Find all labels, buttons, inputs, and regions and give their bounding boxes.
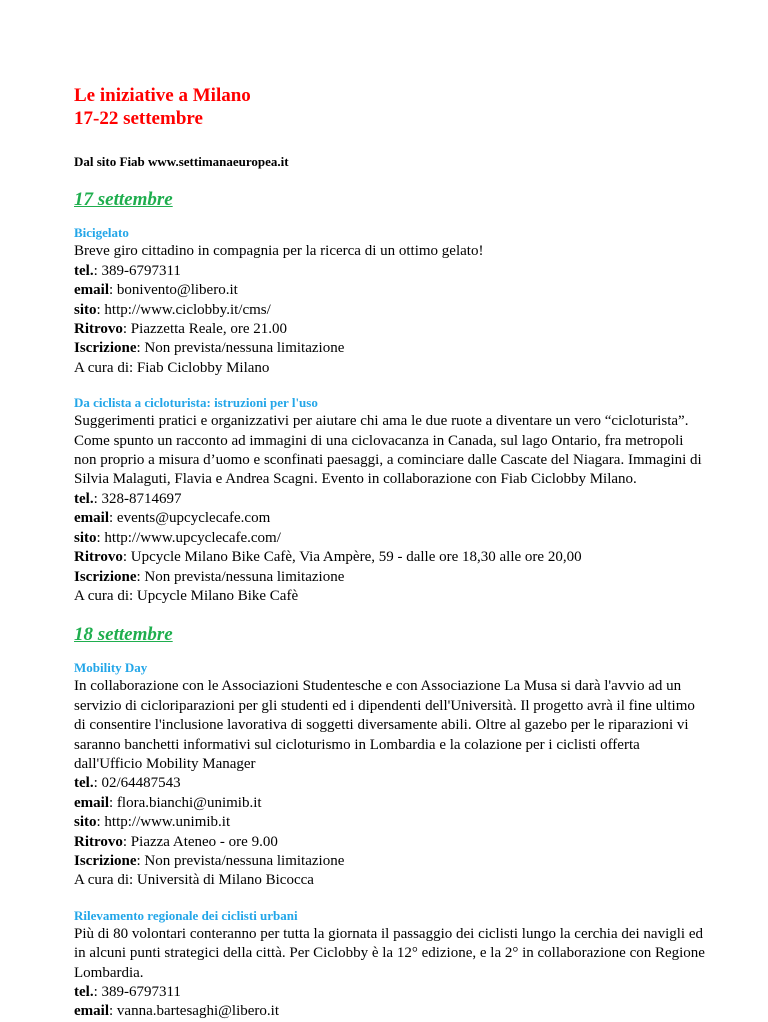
tel-label: tel.: [74, 262, 94, 279]
email-label: email: [74, 794, 109, 811]
iscrizione-label: Iscrizione: [74, 568, 137, 585]
event-description: Più di 80 volontari conteranno per tutta la giornata il passaggio dei ciclisti lungo la cerchia dei navigli ed in alcuni punti strategici della città. Per Ciclobby è la 12° edizione, e la 2° in collaborazione con Regione Lombardia.: [74, 925, 705, 981]
event-tel: [74, 262, 708, 281]
event-iscrizione: [74, 339, 708, 358]
tel-label: tel.: [74, 775, 94, 792]
title-line-1: Le iniziative a Milano: [74, 85, 251, 106]
event-email: [74, 794, 708, 813]
event-tel: [74, 774, 708, 793]
ritrovo-label: Ritrovo: [74, 549, 123, 566]
event-sito: [74, 813, 708, 832]
iscrizione-value: : Non prevista/nessuna limitazione: [136, 852, 345, 869]
email-label: email: [74, 282, 109, 299]
sito-label: sito: [74, 301, 97, 318]
sito-label: sito: [74, 814, 97, 831]
event-cura: A cura di: Upcycle Milano Bike Cafè: [74, 587, 299, 604]
ritrovo-label: Ritrovo: [74, 321, 123, 338]
email-value: : events@upcyclecafe.com: [109, 510, 271, 527]
date-heading-17: 17 settembre: [74, 189, 173, 211]
email-value: : flora.bianchi@unimib.it: [109, 794, 262, 811]
event-title: Da ciclista a cicloturista: istruzioni per l'uso: [74, 395, 318, 411]
iscrizione-label: Iscrizione: [74, 852, 137, 869]
event-rilevamento: [74, 906, 708, 1022]
sito-value: : http://www.upcyclecafe.com/: [96, 529, 281, 546]
iscrizione-label: Iscrizione: [74, 340, 137, 357]
source-note: Dal sito Fiab www.settimanaeuropea.it: [74, 154, 289, 169]
event-sito: [74, 529, 708, 548]
event-title: Bicigelato: [74, 225, 129, 241]
event-mobility-day: [74, 658, 708, 890]
event-cura: A cura di: Università di Milano Bicocca: [74, 872, 314, 889]
email-label: email: [74, 510, 109, 527]
title-line-2: 17-22 settembre: [74, 108, 203, 129]
tel-value: : 389-6797311: [93, 984, 181, 1000]
tel-value: : 389-6797311: [93, 262, 181, 279]
event-title: Rilevamento regionale dei ciclisti urbani: [74, 907, 298, 923]
ritrovo-value: : Piazzetta Reale, ore 21.00: [122, 321, 287, 338]
event-ritrovo: [74, 833, 708, 852]
event-description: Suggerimenti pratici e organizzativi per aiutare chi ama le due ruote a diventare un vero “cicloturista”. Come spunto un racconto ad immagini di una ciclovacanza in Canada, sul lago Ontario, fra metropoli non proprio a misura d’uomo e sconfinati paesaggi, a cominciare dalle Cascate del Niagara. Immagini di Silvia Malaguti, Flavia e Andrea Scagni. Evento in collaborazione con Fiab Ciclobby Milano.: [74, 413, 702, 488]
ritrovo-value: : Upcycle Milano Bike Cafè, Via Ampère, 59 - dalle ore 18,30 alle ore 20,00: [122, 549, 582, 566]
date-heading-18: 18 settembre: [74, 624, 173, 646]
event-cicloturista: [74, 393, 708, 606]
ritrovo-value: : Piazza Ateneo - ore 9.00: [122, 833, 278, 850]
event-description: In collaborazione con le Associazioni Studentesche e con Associazione La Musa si darà l'avvio ad un servizio di cicloriparazioni per gli studenti ed i dipendenti dell'Università. Il progetto avrà il fine ultimo di consentire l'inclusione lavorativa di soggetti diversamente abili. Oltre al gazebo per le riparazioni vi saranno banchetti informativi sul cicloturismo in Lombardia e la colazione per i ciclisti offerta dall'Ufficio Mobility Manager: [74, 678, 695, 772]
tel-value: : 02/64487543: [93, 775, 181, 792]
iscrizione-value: : Non prevista/nessuna limitazione: [136, 340, 345, 357]
email-value: : bonivento@libero.it: [109, 282, 238, 299]
sito-label: sito: [74, 529, 97, 546]
event-tel: [74, 983, 708, 1002]
sito-value: : http://www.ciclobby.it/cms/: [96, 301, 271, 318]
event-email: [74, 509, 708, 528]
event-ritrovo: [74, 320, 708, 339]
event-ritrovo: [74, 548, 708, 567]
event-title: Mobility Day: [74, 660, 148, 676]
tel-label: tel.: [74, 490, 94, 507]
tel-label: tel.: [74, 984, 94, 1000]
tel-value: : 328-8714697: [93, 490, 182, 507]
ritrovo-label: Ritrovo: [74, 833, 123, 850]
sito-value: : http://www.unimib.it: [96, 814, 231, 831]
event-email: [74, 1002, 708, 1021]
event-description: Breve giro cittadino in compagnia per la ricerca di un ottimo gelato!: [74, 243, 484, 260]
email-value: : vanna.bartesaghi@libero.it: [109, 1003, 280, 1020]
document-title: [74, 84, 708, 130]
event-cura: A cura di: Fiab Ciclobby Milano: [74, 359, 270, 376]
event-iscrizione: [74, 852, 708, 871]
event-tel: [74, 490, 708, 509]
email-label: email: [74, 1003, 109, 1020]
event-sito: [74, 301, 708, 320]
event-iscrizione: [74, 568, 708, 587]
event-bicigelato: [74, 223, 708, 378]
event-email: [74, 281, 708, 300]
iscrizione-value: : Non prevista/nessuna limitazione: [136, 568, 345, 585]
